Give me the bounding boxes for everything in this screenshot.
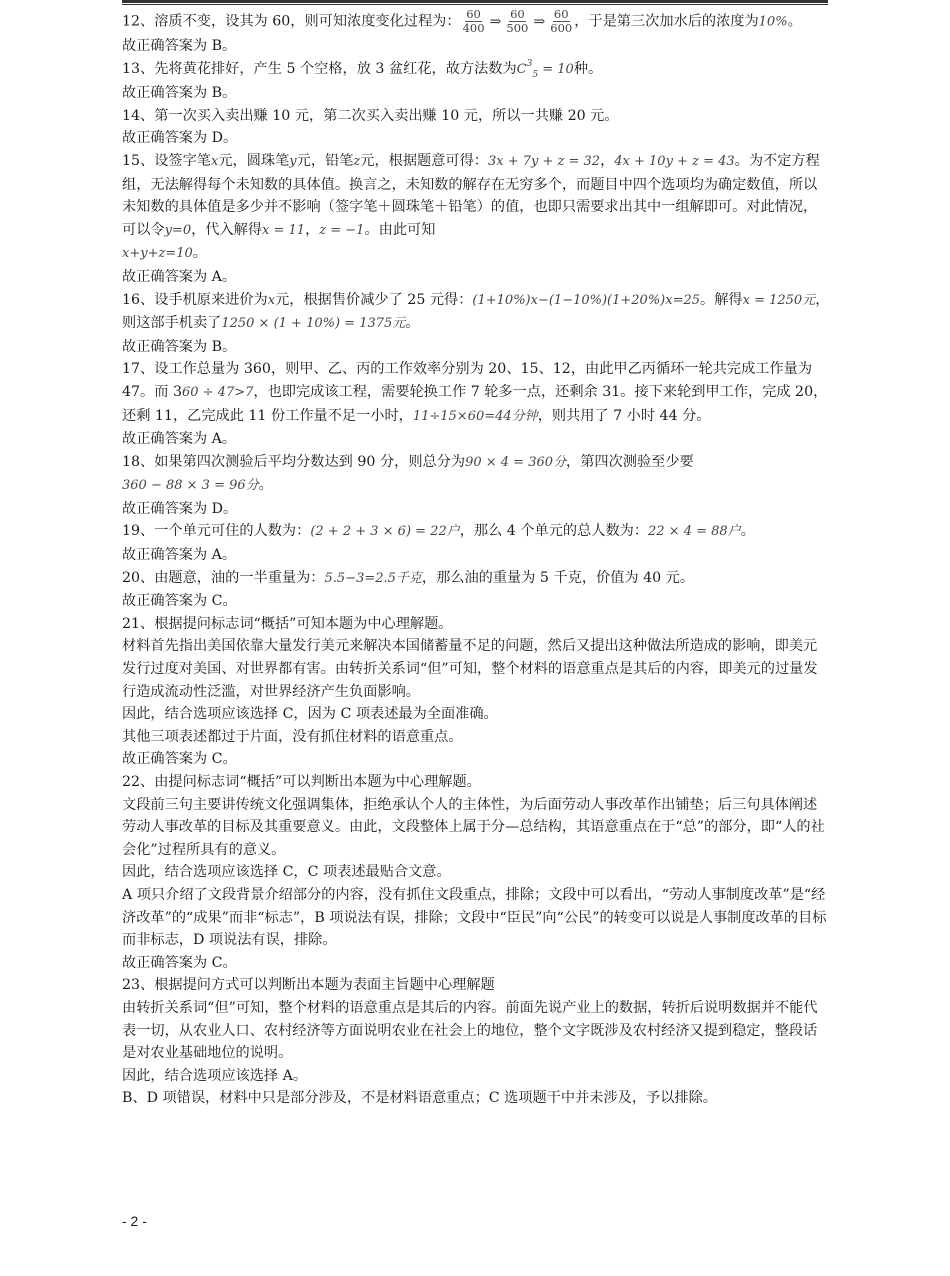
header-rule-thick — [122, 0, 828, 3]
answer-explanations — [122, 8, 830, 1110]
q23-line-1: 23、根据提问方式可以判断出本题为表面主旨题中心理解题 — [122, 977, 495, 994]
q20-part-b: ，那么油的重量为 5 千克，价值为 40 元。 — [421, 569, 695, 586]
q13-math-rest: = 10 — [538, 61, 574, 77]
q21-answer: 故正确答案为 C。 — [122, 751, 237, 768]
q22-line-2: 文段前三句主要讲传统文化强调集体，拒绝承认个人的主体性，为后面劳动人事改革作出铺垫；后三句具体阐述劳动人事改革的目标及其重要意义。由此，文段整体上属于分—总结构，其语意重点在于“总”的部分，即“人的社会化”过程所具有的意义。 — [122, 796, 825, 858]
q15-answer: 故正确答案为 A。 — [122, 268, 237, 285]
q17-part-a: 17、设工作总量为 360，则甲、乙、丙的工作效率分别为 20、15、12，由此甲乙丙循环一轮共完成工作量为 47。而 3 — [122, 361, 813, 400]
q23-line-4: B、D 项错误，材料中只是部分涉及，不是材料语意重点；C 选项题干中并未涉及，予以排除。 — [122, 1090, 717, 1107]
q18-equation-2: 360 − 88 × 3 = 96分 — [122, 478, 259, 494]
q19-part-c: 。 — [740, 523, 755, 540]
q18-answer: 故正确答案为 D。 — [122, 500, 238, 517]
q12-fraction-3-denominator: 600 — [550, 21, 573, 35]
q13-math-combination — [516, 58, 574, 80]
q16-text — [122, 289, 830, 336]
header-rule-thin — [122, 4, 828, 5]
q12-fraction-3-numerator: 60 — [553, 7, 569, 21]
q22-line-3: 因此，结合选项应该选择 C，C 项表述最贴合文意。 — [122, 864, 451, 881]
q19-equation-2: 22 × 4 = 88户 — [648, 524, 741, 540]
q15-part-i: 。由此可知 — [364, 221, 436, 238]
q21-line-1: 21、根据提问标志词“概括”可知本题为中心理解题。 — [122, 615, 453, 632]
q18-part-a: 18、如果第四次测验后平均分数达到 90 分，则总分为 — [122, 453, 466, 470]
q15-equation-3: y=0 — [164, 222, 192, 238]
q12-text — [122, 8, 830, 35]
page-number: - 2 - — [122, 1213, 147, 1229]
q12-fraction-2-denominator: 500 — [506, 21, 529, 35]
implies-arrow-icon: ⇒ — [489, 13, 502, 30]
q23-line-3: 因此，结合选项应该选择 A。 — [122, 1067, 308, 1084]
q17-part-c: ，则共用了 7 小时 44 分。 — [537, 407, 711, 424]
q13-part-a: 13、先将黄花排好，产生 5 个空格，放 3 盆红花，故方法数为 — [122, 60, 517, 77]
q15-equation-5: z = −1 — [319, 222, 365, 238]
q15-equation-4: x = 11 — [262, 222, 306, 238]
q16-equation-3: 1250 × (1 + 10%) = 1375元 — [221, 316, 406, 332]
q15-part-g: ，代入解得 — [191, 221, 263, 238]
q12-fraction-1 — [463, 8, 485, 35]
q21-line-2: 材料首先指出美国依靠大量发行美元来解决本国储蓄量不足的问题，然后又提出这种做法所造成的影响，即美元发行过度对美国、对世界都有害。由转折关系词“但”可知，整个材料的语意重点是其后的内容，即美元的过量发行造成流动性泛滥，对世界经济产生负面影响。 — [122, 638, 818, 700]
q15-equation-1: 3x + 7y + z = 32 — [487, 153, 601, 169]
q13-math-sup: 3 — [526, 58, 533, 69]
q15-part-b: 元，圆珠笔 — [218, 152, 290, 169]
q18-part-c: 。 — [258, 477, 273, 494]
q14-answer: 故正确答案为 D。 — [122, 130, 238, 147]
q15-part-j: 。 — [192, 245, 207, 262]
q21-line-4: 其他三项表述都过于片面，没有抓住材料的语意重点。 — [122, 728, 463, 745]
q15-math-z: z — [353, 153, 361, 169]
q13-math-sub: 5 — [532, 69, 539, 80]
q22-answer: 故正确答案为 C。 — [122, 954, 237, 971]
q17-equation-1: 60 ÷ 47>7 — [181, 384, 254, 400]
q13-part-b: 种。 — [573, 60, 603, 77]
q16-part-e: 。 — [405, 315, 420, 332]
q22-line-4: A 项只介绍了文段背景介绍部分的内容，没有抓住文段重点，排除；文段中可以看出，“劳动人事制度改革”是“经济改革”的“成果”而非“标志”，B 项说法有误，排除；文段中“臣民”向“公民”的转变可以说是人事制度改革的目标而非标志，D 项说法有误，排除。 — [122, 886, 827, 949]
q23-line-2: 由转折关系词“但”可知，整个材料的语意重点是其后的内容。前面先说产业上的数据，转折后说明数据并不能代表一切，从农业人口、农村经济等方面说明农业在社会上的地位，整个文字既涉及农村经济又提到稳定，整段话是对农业基础地位的说明。 — [122, 999, 818, 1062]
q18-equation-1: 90 × 4 = 360分 — [465, 454, 567, 470]
q15-math-y: y — [289, 153, 297, 169]
q15-part-f: 。为不定方程组，无法解得每个未知数的具体值。换言之，未知数的解存在无穷多个，而题目中四个选项均为确定数值，所以未知数的具体值是多少并不影响（签字笔＋圆珠笔＋铅笔）的值，也即只需要求出其中一组解即可。对此情况，可以令 — [122, 152, 820, 238]
q20-answer: 故正确答案为 C。 — [122, 593, 237, 610]
q17-part-b: ，也即完成该工程，需要轮换工作 7 轮多一点，还剩余 31。接下来轮到甲工作，完成 20，还剩 11，乙完成此 11 份工作量不足一小时， — [122, 383, 828, 424]
q16-math-x: x — [267, 292, 276, 308]
q16-part-b: 元，根据售价减少了 25 元得： — [275, 291, 473, 308]
q16-equation-1: (1+10%)x−(1−10%)(1+20%)x=25 — [472, 292, 701, 308]
q16-answer: 故正确答案为 B。 — [122, 338, 237, 355]
q12-part-a: 12、溶质不变，设其为 60，则可知浓度变化过程为： — [122, 13, 461, 30]
implies-arrow-icon: ⇒ — [533, 13, 546, 30]
q14-text: 14、第一次买入卖出赚 10 元，第二次买入卖出赚 10 元，所以一共赚 20 元。 — [122, 107, 619, 124]
q19-text — [122, 520, 830, 544]
q15-part-d: 元，根据题意可得： — [360, 152, 488, 169]
q12-fraction-2 — [506, 8, 528, 35]
q19-answer: 故正确答案为 A。 — [122, 547, 237, 564]
q16-equation-2: x = 1250元 — [742, 292, 816, 308]
q12-math-concentration: 10% — [758, 14, 788, 30]
q13-math-c: C — [516, 61, 527, 77]
q19-part-b: ，那么 4 个单元的总人数为： — [459, 523, 649, 540]
q18-part-b: ，第四次测验至少要 — [566, 453, 694, 470]
q15-text — [122, 150, 830, 266]
q16-part-d: ，则这部手机卖了 — [122, 291, 830, 332]
q15-part-c: 元，铅笔 — [296, 152, 354, 169]
q20-text — [122, 567, 830, 591]
q15-math-x: x — [211, 153, 219, 169]
q12-fraction-1-denominator: 400 — [462, 21, 485, 35]
q20-equation-1: 5.5−3=2.5千克 — [324, 570, 422, 586]
q17-text — [122, 358, 830, 428]
q19-part-a: 19、一个单元可住的人数为： — [122, 523, 311, 540]
q12-part-b: ，于是第三次加水后的浓度为 — [574, 13, 759, 30]
q15-equation-6: x+y+z=10 — [122, 246, 193, 262]
q15-part-h: ， — [305, 221, 320, 238]
q16-part-c: 。解得 — [700, 291, 743, 308]
q15-equation-2: 4x + 10y + z = 43 — [614, 153, 735, 169]
q18-text — [122, 451, 830, 498]
q17-equation-2: 11÷15×60=44分钟 — [412, 408, 538, 424]
q17-answer: 故正确答案为 A。 — [122, 431, 237, 448]
q15-part-a: 15、设签字笔 — [122, 152, 211, 169]
q19-equation-1: (2 + 2 + 3 × 6) = 22户 — [310, 524, 460, 540]
q21-line-3: 因此，结合选项应该选择 C，因为 C 项表述最为全面准确。 — [122, 706, 498, 723]
q22-line-1: 22、由提问标志词“概括”可以判断出本题为中心理解题。 — [122, 774, 481, 790]
q12-fraction-2-numerator: 60 — [510, 7, 525, 21]
q15-part-e: ， — [600, 152, 615, 169]
q13-text — [122, 58, 830, 83]
q20-part-a: 20、由题意，油的一半重量为： — [122, 569, 325, 586]
q12-answer: 故正确答案为 B。 — [122, 38, 237, 54]
q16-part-a: 16、设手机原来进价为 — [122, 291, 268, 308]
q12-part-c: 。 — [787, 13, 802, 30]
q12-fraction-1-numerator: 60 — [466, 7, 481, 21]
q12-fraction-3 — [550, 8, 572, 35]
q13-answer: 故正确答案为 B。 — [122, 85, 237, 102]
